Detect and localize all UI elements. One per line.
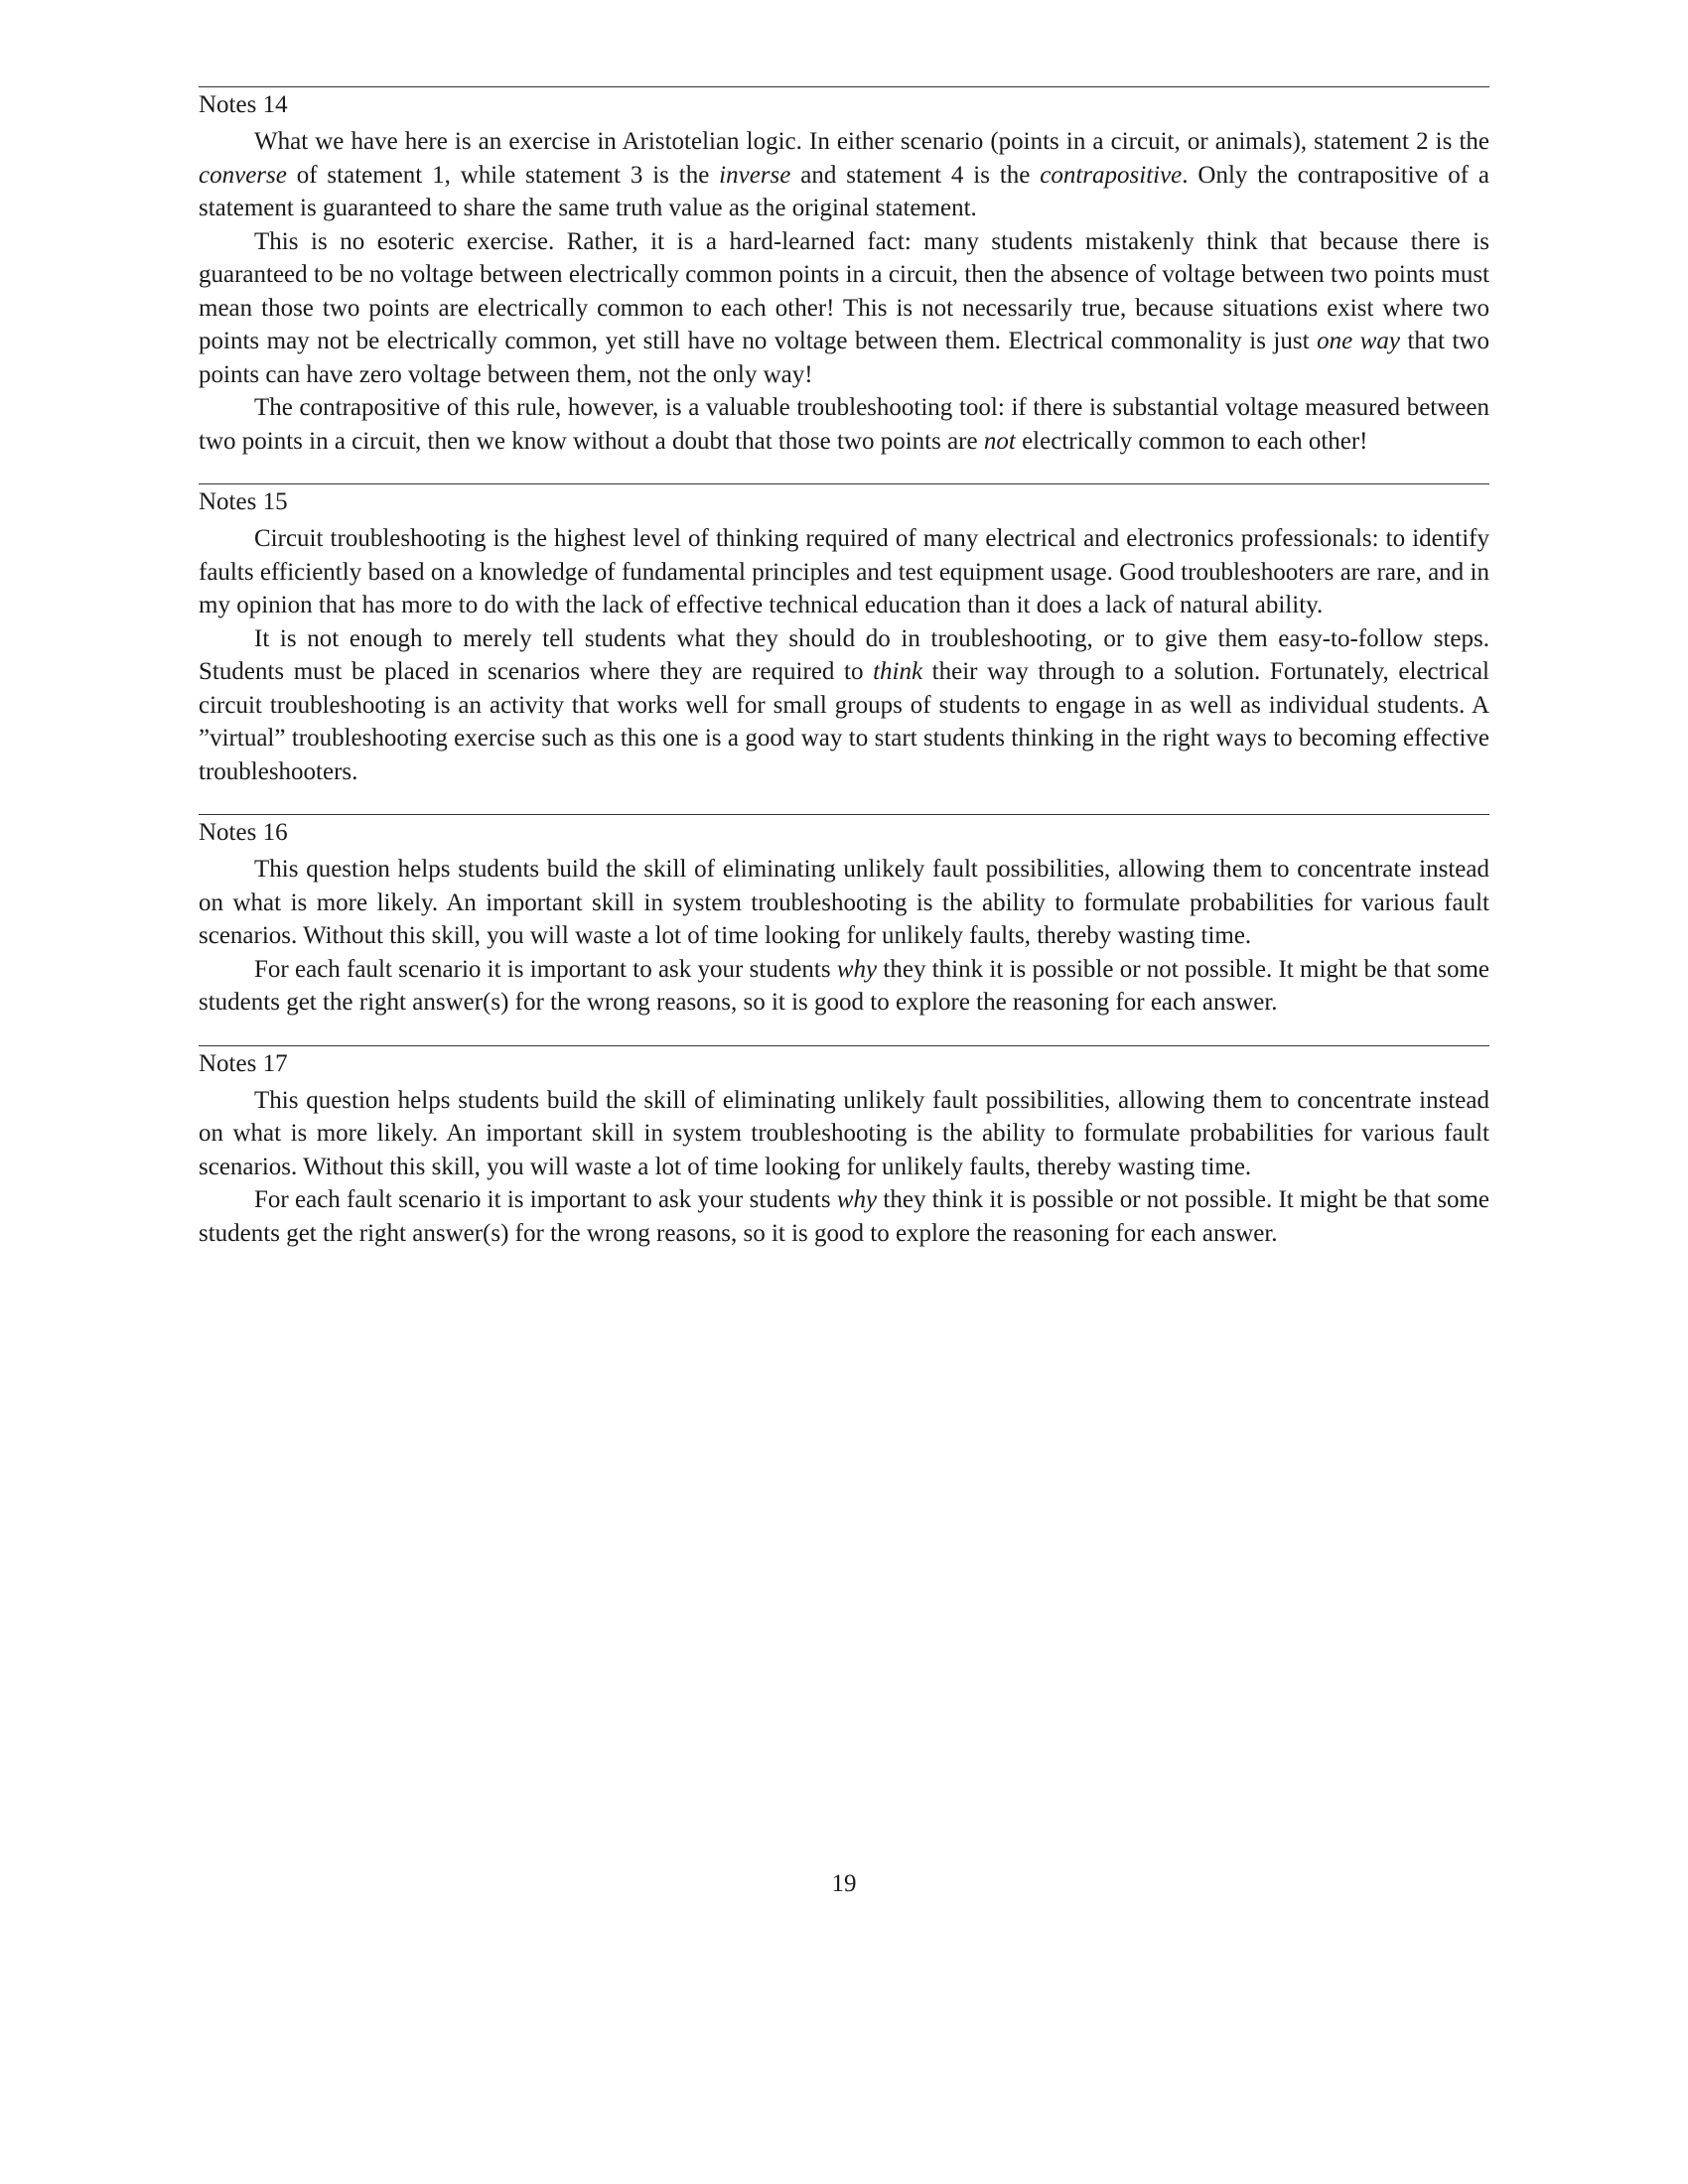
emphasis-text: converse [199,161,287,189]
emphasis-text: one way [1317,328,1400,354]
notes-section [199,814,1489,1020]
emphasis-text: why [836,955,878,983]
paragraph: This question helps students build the skill of eliminating unlikely fault possibilities, allowing them to concentrate instead on what is more likely. An important skill in system troubleshooting is the ability to formulate probabilities for various fault scenarios. Without this skill, you will waste a lot of time looking for unlikely faults, thereby wasting time. [199,856,1489,949]
section-title: Notes 14 [199,91,288,118]
section-title: Notes 15 [199,488,288,515]
paragraph: Circuit troubleshooting is the highest level of thinking required of many electrical and electronics professionals: to identify faults efficiently based on a knowledge of fundamental principles and test equipment usage. Good troubleshooters are rare, and in my opinion that has more to do with the lack of effective technical education than it does a lack of natural ability. [199,525,1489,618]
paragraph: This is no esoteric exercise. Rather, it is a hard-learned fact: many students mistakenly think that because there is guaranteed to be no voltage between electrically common points in a circuit, then the absence of voltage between two points must mean those two points are electrically common to each other! This is not necessarily true, because situations exist where two points may not be electrically common, yet still have no voltage between them. Electrical commonality is just one way that two points can have zero voltage between them, not the only way! [199,227,1489,388]
page-number: 19 [831,1870,857,1897]
notes-section [199,1045,1489,1251]
emphasis-text: inverse [719,161,791,189]
paragraph: It is not enough to merely tell students what they should do in troubleshooting, or to give them easy-to-follow steps. Students must be placed in scenarios where they are required to think their way through to a solution. Fortunately, electrical circuit troubleshooting is an activity that works well for small groups of students to engage in as well as individual students. A ”virtual” troubleshooting exercise such as this one is a good way to start students thinking in the right ways to becoming effective troubleshooters. [199,624,1489,785]
page-content [199,86,1489,1276]
emphasis-text: why [836,1186,878,1213]
emphasis-text: think [873,658,923,685]
notes-section [199,86,1489,458]
paragraph: The contrapositive of this rule, however, is a valuable troubleshooting tool: if there is substantial voltage measured between two points in a circuit, then we know without a doubt that those two points are not electrically common to each other! [199,394,1489,455]
emphasis-text: contrapositive [1040,161,1183,189]
paragraph: This question helps students build the skill of eliminating unlikely fault possibilities, allowing them to concentrate instead on what is more likely. An important skill in system troubleshooting is the ability to formulate probabilities for various fault scenarios. Without this skill, you will waste a lot of time looking for unlikely faults, thereby wasting time. [199,1086,1489,1180]
section-title: Notes 16 [199,819,288,846]
paragraph: For each fault scenario it is important to ask your students why they think it is possible or not possible. It might be that some students get the right answer(s) for the wrong reasons, so it is good to explore the reasoning for each answer. [199,1186,1489,1247]
notes-section [199,483,1489,788]
paragraph: What we have here is an exercise in Aristotelian logic. In either scenario (points in a circuit, or animals), statement 2 is the converse of statement 1, while statement 3 is the inverse and statement 4 is the contrapositive. Only the contrapositive of a statement is guaranteed to share the same truth value as the original statement. [199,128,1489,221]
section-title: Notes 17 [199,1049,288,1077]
emphasis-text: not [983,427,1016,455]
paragraph: For each fault scenario it is important to ask your students why they think it is possible or not possible. It might be that some students get the right answer(s) for the wrong reasons, so it is good to explore the reasoning for each answer. [199,955,1489,1016]
